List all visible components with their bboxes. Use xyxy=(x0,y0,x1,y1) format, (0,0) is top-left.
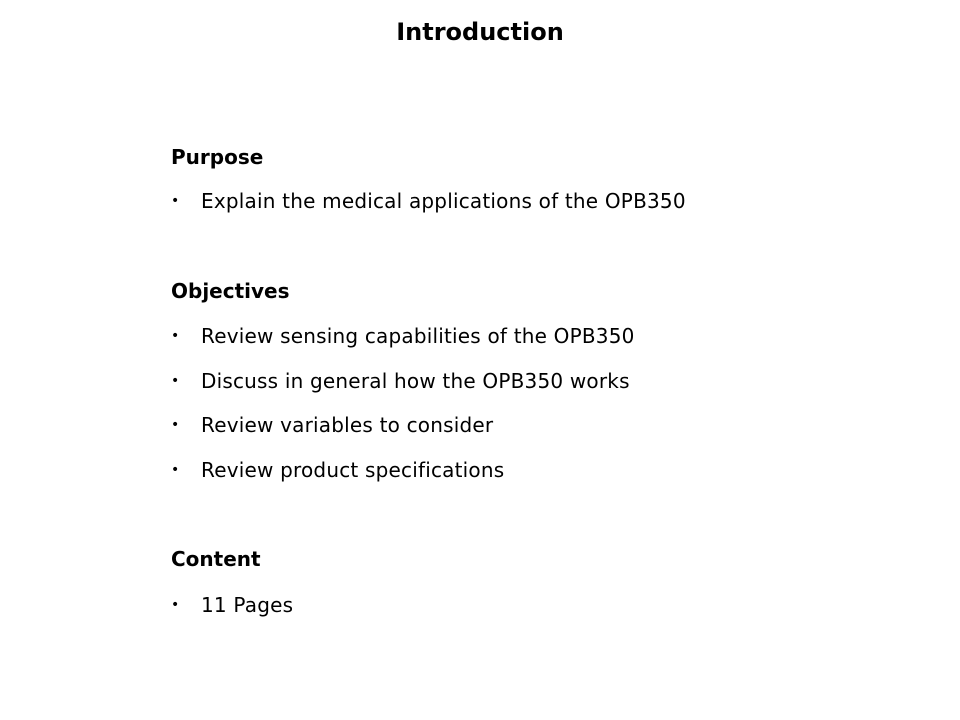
bullet-text: Discuss in general how the OPB350 works xyxy=(201,369,630,393)
bullet-text: Review product specifications xyxy=(201,458,505,482)
bullet-icon: • xyxy=(171,193,180,209)
content-heading: Content xyxy=(171,547,261,571)
bullet-text: Review sensing capabilities of the OPB350 xyxy=(201,324,635,348)
bullet-text: Explain the medical applications of the OPB350 xyxy=(201,189,686,213)
bullet-icon: • xyxy=(171,597,180,613)
slide-title: Introduction xyxy=(396,18,564,46)
bullet-text: Review variables to consider xyxy=(201,413,494,437)
bullet-icon: • xyxy=(171,328,180,344)
bullet-icon: • xyxy=(171,417,180,433)
bullet-icon: • xyxy=(171,373,180,389)
bullet-text: 11 Pages xyxy=(201,593,294,617)
purpose-heading: Purpose xyxy=(171,145,264,169)
bullet-icon: • xyxy=(171,462,180,478)
objectives-heading: Objectives xyxy=(171,279,290,303)
